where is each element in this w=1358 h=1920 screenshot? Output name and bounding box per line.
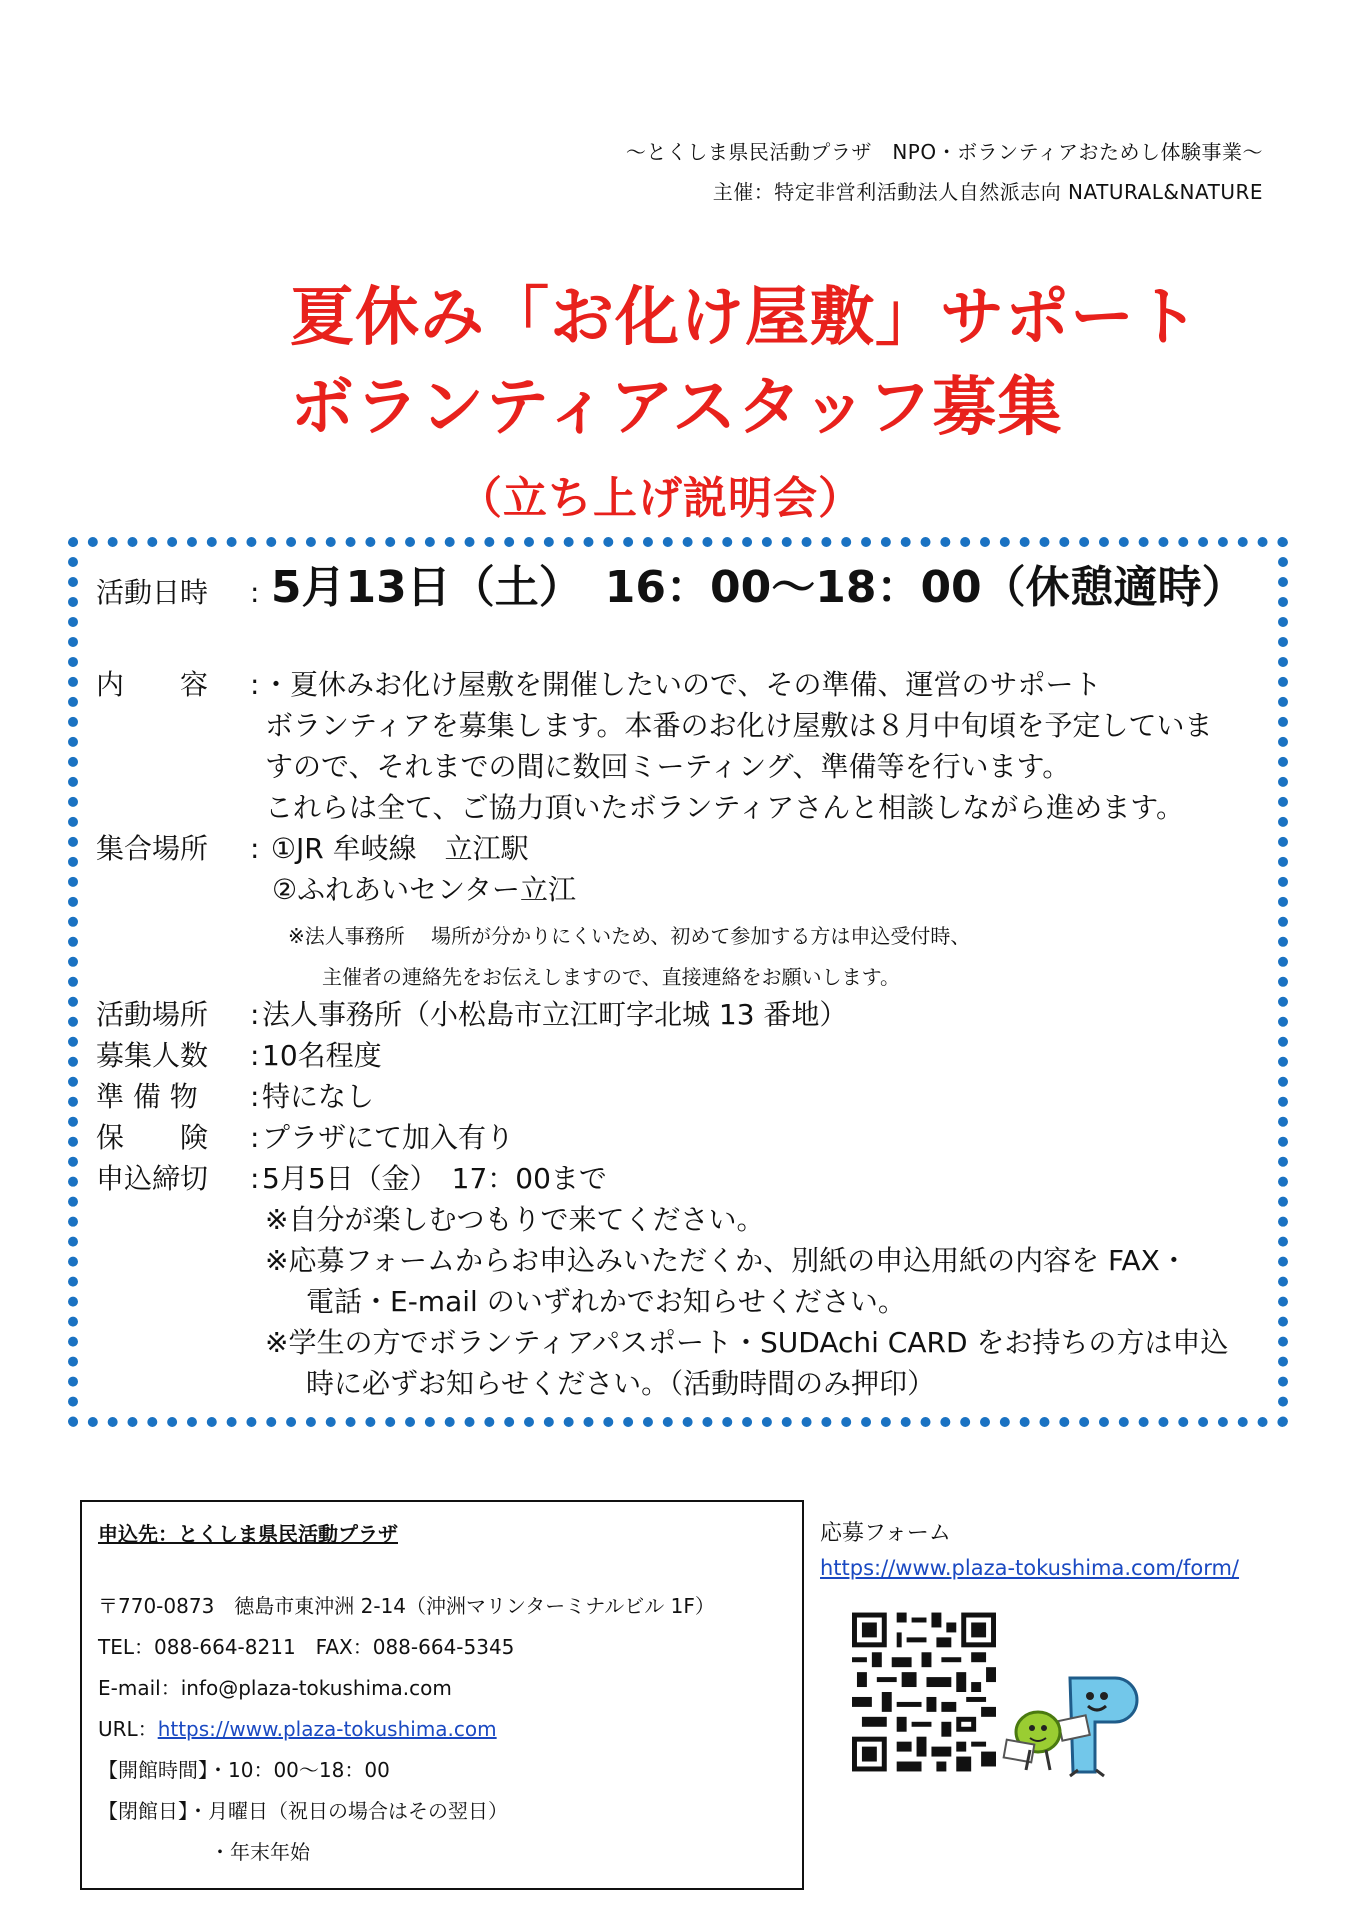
note-line: ※応募フォームからお申込みいただくか、別紙の申込用紙の内容を FAX・ — [265, 1244, 1188, 1277]
content-line: すので、それまでの間に数回ミーティング、準備等を行います。 — [265, 750, 1071, 783]
content-row — [96, 665, 1101, 705]
hours-value: ・10：00～18：00 — [208, 1758, 390, 1782]
content-line: ・夏休みお化け屋敷を開催したいので、その準備、運営のサポート — [262, 668, 1102, 701]
meeting-note: ※法人事務所 場所が分かりにくいため、初めて参加する方は申込受付時、 — [288, 924, 971, 948]
insurance-value: プラザにて加入有り — [262, 1121, 515, 1154]
meeting-row — [96, 829, 529, 869]
capacity-value: 10名程度 — [262, 1039, 382, 1072]
deadline-value: 5月5日（金） 17：00まで — [262, 1162, 607, 1195]
closed-row — [98, 1795, 508, 1824]
title-line-1: 夏休み「お化け屋敷」サポート — [290, 281, 1200, 355]
note-line: 時に必ずお知らせください。（活動時間のみ押印） — [306, 1367, 936, 1400]
mascot-illustration — [1000, 1670, 1150, 1784]
meeting-note: 主催者の連絡先をお伝えしますので、直接連絡をお願いします。 — [322, 965, 900, 989]
colon: : — [250, 832, 260, 865]
contact-email[interactable]: E-mail：info@plaza-tokushima.com — [98, 1676, 452, 1700]
capacity-label: 募集人数 — [96, 1039, 209, 1072]
program-subtitle: ～とくしま県民活動プラザ NPO・ボランティアおためし体験事業～ — [625, 140, 1263, 164]
colon: : — [250, 1039, 260, 1072]
venue-label: 活動場所 — [96, 998, 209, 1031]
contact-tel-fax: TEL：088-664-8211 FAX：088-664-5345 — [98, 1635, 515, 1659]
meeting-place-2: ②ふれあいセンター立江 — [272, 873, 576, 906]
form-link[interactable]: https://www.plaza-tokushima.com/form/ — [820, 1556, 1240, 1580]
colon: : — [250, 1121, 260, 1154]
url-label: URL： — [98, 1717, 158, 1741]
title-line-3: （立ち上げ説明会） — [458, 473, 863, 524]
note-line: ※自分が楽しむつもりで来てください。 — [265, 1203, 765, 1236]
website-link[interactable]: https://www.plaza-tokushima.com — [157, 1717, 497, 1741]
contact-heading: 申込先：とくしま県民活動プラザ — [98, 1522, 398, 1546]
venue-value: 法人事務所（小松島市立江町字北城 13 番地） — [262, 998, 848, 1031]
items-value: 特になし — [262, 1080, 375, 1113]
deadline-row — [96, 1159, 607, 1199]
venue-row — [96, 995, 847, 1035]
closed-value: ・年末年始 — [210, 1840, 310, 1864]
qr-code-icon[interactable] — [852, 1612, 996, 1776]
colon: : — [250, 1162, 260, 1195]
organizer-line: 主催：特定非営利活動法人自然派志向 NATURAL&NATURE — [712, 180, 1263, 204]
datetime-label: 活動日時 — [96, 576, 209, 609]
note-line: 電話・E-mail のいずれかでお知らせください。 — [306, 1285, 906, 1318]
contact-address: 〒770-0873 徳島市東沖洲 2-14（沖洲マリンターミナルビル 1F） — [98, 1594, 715, 1618]
content-line: ボランティアを募集します。本番のお化け屋敷は８月中旬頃を予定していま — [265, 709, 1213, 742]
content-line: これらは全て、ご協力頂いたボランティアさんと相談しながら進めます。 — [265, 791, 1184, 824]
colon: : — [250, 1080, 260, 1113]
title-line-2: ボランティアスタッフ募集 — [290, 371, 1063, 445]
colon: : — [250, 668, 260, 701]
insurance-label: 保 険 — [96, 1121, 209, 1154]
contact-url-row — [98, 1713, 497, 1742]
items-label: 準 備 物 — [96, 1080, 198, 1113]
meeting-place-1: ①JR 牟岐線 立江駅 — [270, 832, 529, 865]
hours-label: 【開館時間】 — [98, 1758, 208, 1782]
note-line: ※学生の方でボランティアパスポート・SUDAchi CARD をお持ちの方は申込 — [265, 1326, 1229, 1359]
hours-row — [98, 1754, 390, 1783]
capacity-row — [96, 1036, 382, 1076]
datetime-row — [96, 562, 1246, 613]
closed-value: ・月曜日（祝日の場合はその翌日） — [188, 1799, 508, 1823]
items-row — [96, 1077, 374, 1117]
meeting-label: 集合場所 — [96, 832, 209, 865]
closed-label: 【閉館日】 — [98, 1799, 188, 1823]
datetime-value: 5月13日（土） 16：00～18：00（休憩適時） — [270, 562, 1246, 613]
deadline-label: 申込締切 — [96, 1162, 209, 1195]
content-label: 内 容 — [96, 668, 209, 701]
colon: : — [250, 576, 260, 609]
form-label: 応募フォーム — [820, 1521, 951, 1546]
colon: : — [250, 998, 260, 1031]
insurance-row — [96, 1118, 514, 1158]
